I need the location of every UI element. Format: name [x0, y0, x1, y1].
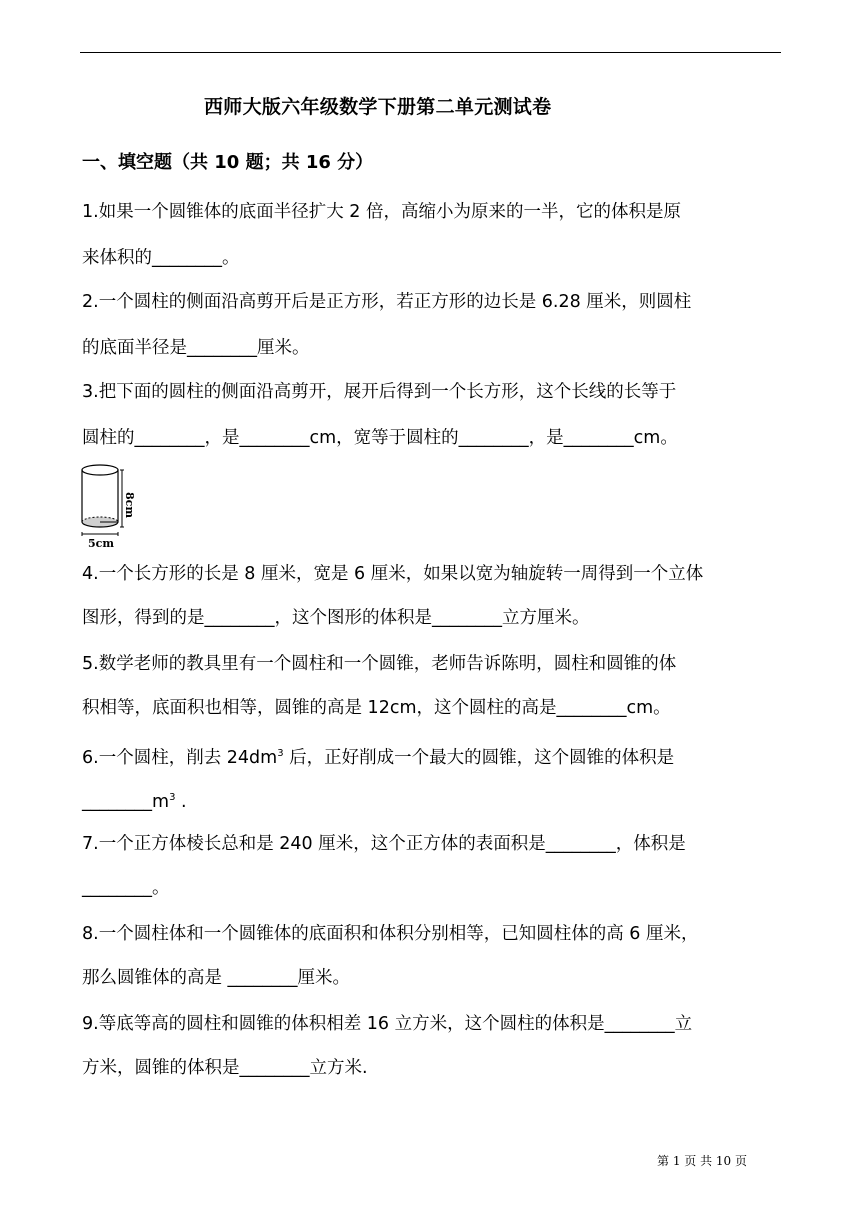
question-1-line-1: 1.如果一个圆锥体的底面半径扩大 2 倍，高缩小为原来的一半，它的体积是原 — [82, 202, 681, 222]
question-8-line-2: 那么圆锥体的高是 ________厘米。 — [82, 968, 351, 988]
question-9-line-1: 9.等底等高的圆柱和圆锥的体积相差 16 立方米，这个圆柱的体积是________立 — [82, 1014, 693, 1034]
question-4-line-1: 4.一个长方形的长是 8 厘米，宽是 6 厘米，如果以宽为轴旋转一周得到一个立体 — [82, 564, 704, 584]
question-9-line-2: 方米，圆锥的体积是________立方米. — [82, 1058, 368, 1078]
page-title: 西师大版六年级数学下册第二单元测试卷 — [204, 96, 552, 118]
question-8-line-1: 8.一个圆柱体和一个圆锥体的底面积和体积分别相等，已知圆柱体的高 6 厘米， — [82, 924, 699, 944]
question-6-text-a: 6.一个圆柱，削去 24dm — [82, 747, 278, 768]
question-6-line-2 — [82, 786, 187, 814]
cylinder-figure — [78, 462, 138, 550]
question-7-line-2: ________。 — [82, 878, 170, 898]
question-6-blank: ________m — [82, 791, 170, 812]
section-heading: 一、填空题（共 10 题；共 16 分） — [82, 152, 374, 173]
superscript-3: 3 — [277, 748, 284, 759]
question-1-line-2: 来体积的________。 — [82, 248, 240, 268]
figure-height-label: 8cm — [123, 492, 136, 518]
question-5-line-2: 积相等，底面积也相等，圆锥的高是 12cm，这个圆柱的高是________cm。 — [82, 698, 671, 718]
question-6-line-1 — [82, 742, 674, 770]
question-2-line-2: 的底面半径是________厘米。 — [82, 338, 310, 358]
question-2-line-1: 2.一个圆柱的侧面沿高剪开后是正方形，若正方形的边长是 6.28 厘米，则圆柱 — [82, 292, 692, 312]
header-rule — [80, 52, 781, 53]
question-7-line-1: 7.一个正方体棱长总和是 240 厘米，这个正方体的表面积是________，体积是 — [82, 834, 686, 854]
figure-width-label: 5cm — [88, 537, 114, 550]
question-3-line-2: 圆柱的________，是________cm，宽等于圆柱的________，是________cm。 — [82, 428, 678, 448]
question-6-text-b: 后，正好削成一个最大的圆锥，这个圆锥的体积是 — [283, 747, 675, 768]
question-3-line-1: 3.把下面的圆柱的侧面沿高剪开，展开后得到一个长方形，这个长线的长等于 — [82, 382, 677, 402]
question-4-line-2: 图形，得到的是________，这个图形的体积是________立方厘米。 — [82, 608, 590, 628]
question-6-end: . — [175, 791, 187, 812]
question-5-line-1: 5.数学老师的教具里有一个圆柱和一个圆锥，老师告诉陈明，圆柱和圆锥的体 — [82, 654, 677, 674]
superscript-3: 3 — [169, 792, 176, 803]
page-footer: 第 1 页 共 10 页 — [657, 1154, 747, 1168]
